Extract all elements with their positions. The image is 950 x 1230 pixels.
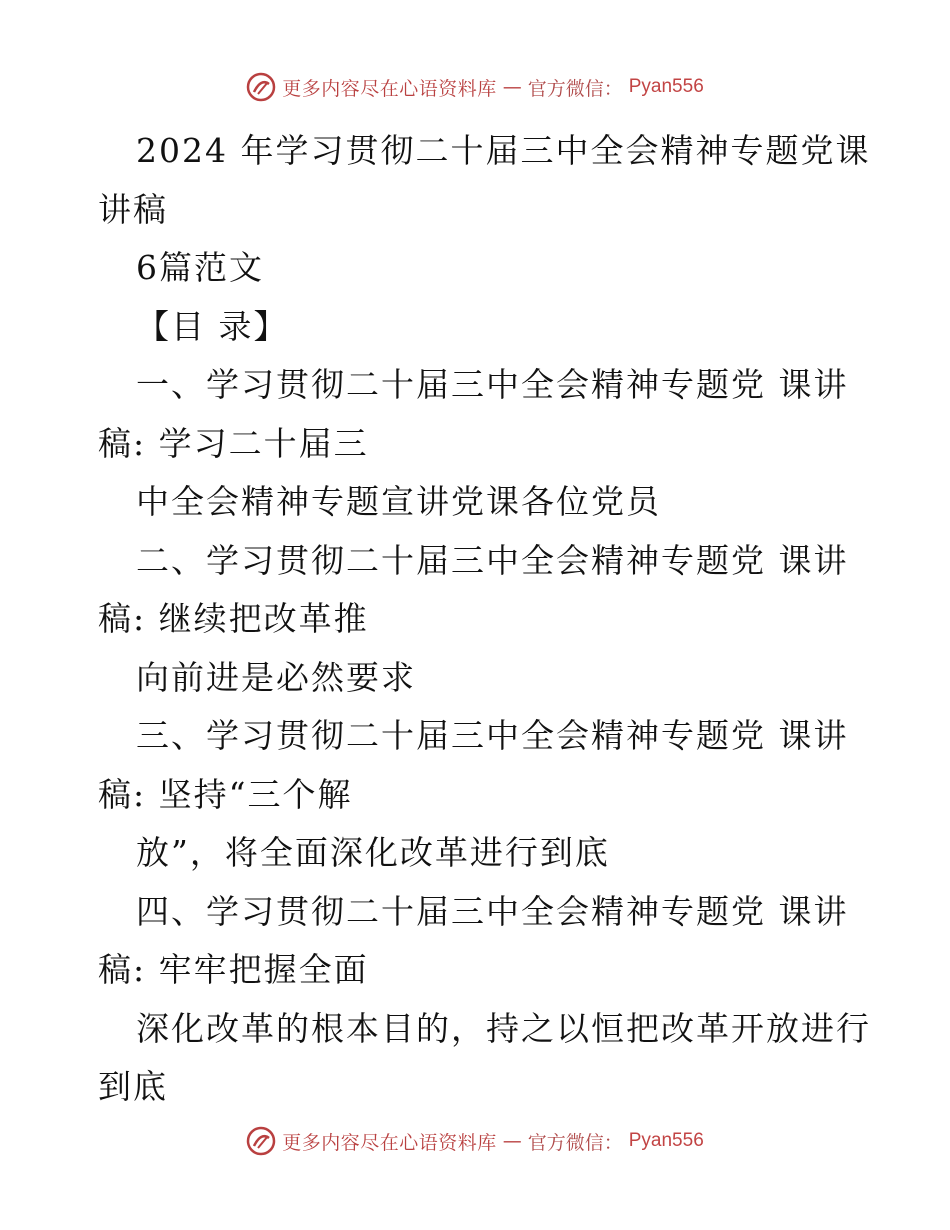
watermark-text: 更多内容尽在心语资料库 (282, 77, 497, 100)
toc-heading: 【目 录】 (136, 306, 289, 346)
toc-item-4-line-2: 稿: 牢牢把握全面 (98, 950, 369, 989)
toc-item-2-line-3: 向前进是必然要求 (136, 657, 416, 697)
title-line-2: 讲稿 (98, 189, 168, 229)
footer-watermark (0, 1126, 950, 1156)
brand-logo-icon (246, 72, 276, 102)
watermark-wechat-label: 官方微信： (527, 1131, 623, 1154)
watermark-dash: — (502, 76, 522, 98)
watermark-wechat-id: Pyan556 (628, 76, 704, 97)
toc-item-3-line-1: 三、学习贯彻二十届三中全会精神专题党 课讲 (136, 716, 849, 755)
toc-item-4-line-1: 四、学习贯彻二十届三中全会精神专题党 课讲 (136, 891, 849, 931)
title-line-1: 2024 年学习贯彻二十届三中全会精神专题党课 (136, 131, 871, 170)
toc-item-4-line-4: 到底 (98, 1067, 168, 1106)
watermark-wechat-label: 官方微信： (527, 77, 623, 100)
toc-item-4-line-3: 深化改革的根本目的，持之以恒把改革开放进行 (136, 1008, 871, 1048)
toc-item-2-line-2: 稿: 继续把改革推 (98, 599, 369, 638)
toc-item-1-line-3: 中全会精神专题宣讲党课各位党员 (136, 482, 661, 521)
toc-item-3-line-3: 放”，将全面深化改革进行到底 (136, 833, 610, 872)
document-body (98, 122, 871, 1117)
toc-item-3-line-2: 稿: 坚持“三个解 (98, 774, 353, 814)
watermark-text: 更多内容尽在心语资料库 (282, 1131, 497, 1154)
toc-item-1-line-1: 一、学习贯彻二十届三中全会精神专题党 课讲 (136, 365, 849, 404)
watermark-wechat-id: Pyan556 (628, 1130, 704, 1151)
brand-logo-icon (246, 1126, 276, 1156)
header-watermark (0, 72, 950, 102)
watermark-dash: — (502, 1130, 522, 1152)
toc-item-2-line-1: 二、学习贯彻二十届三中全会精神专题党 课讲 (136, 540, 849, 580)
toc-item-1-line-2: 稿: 学习二十届三 (98, 423, 369, 463)
subtitle-line: 6篇范文 (136, 248, 264, 287)
